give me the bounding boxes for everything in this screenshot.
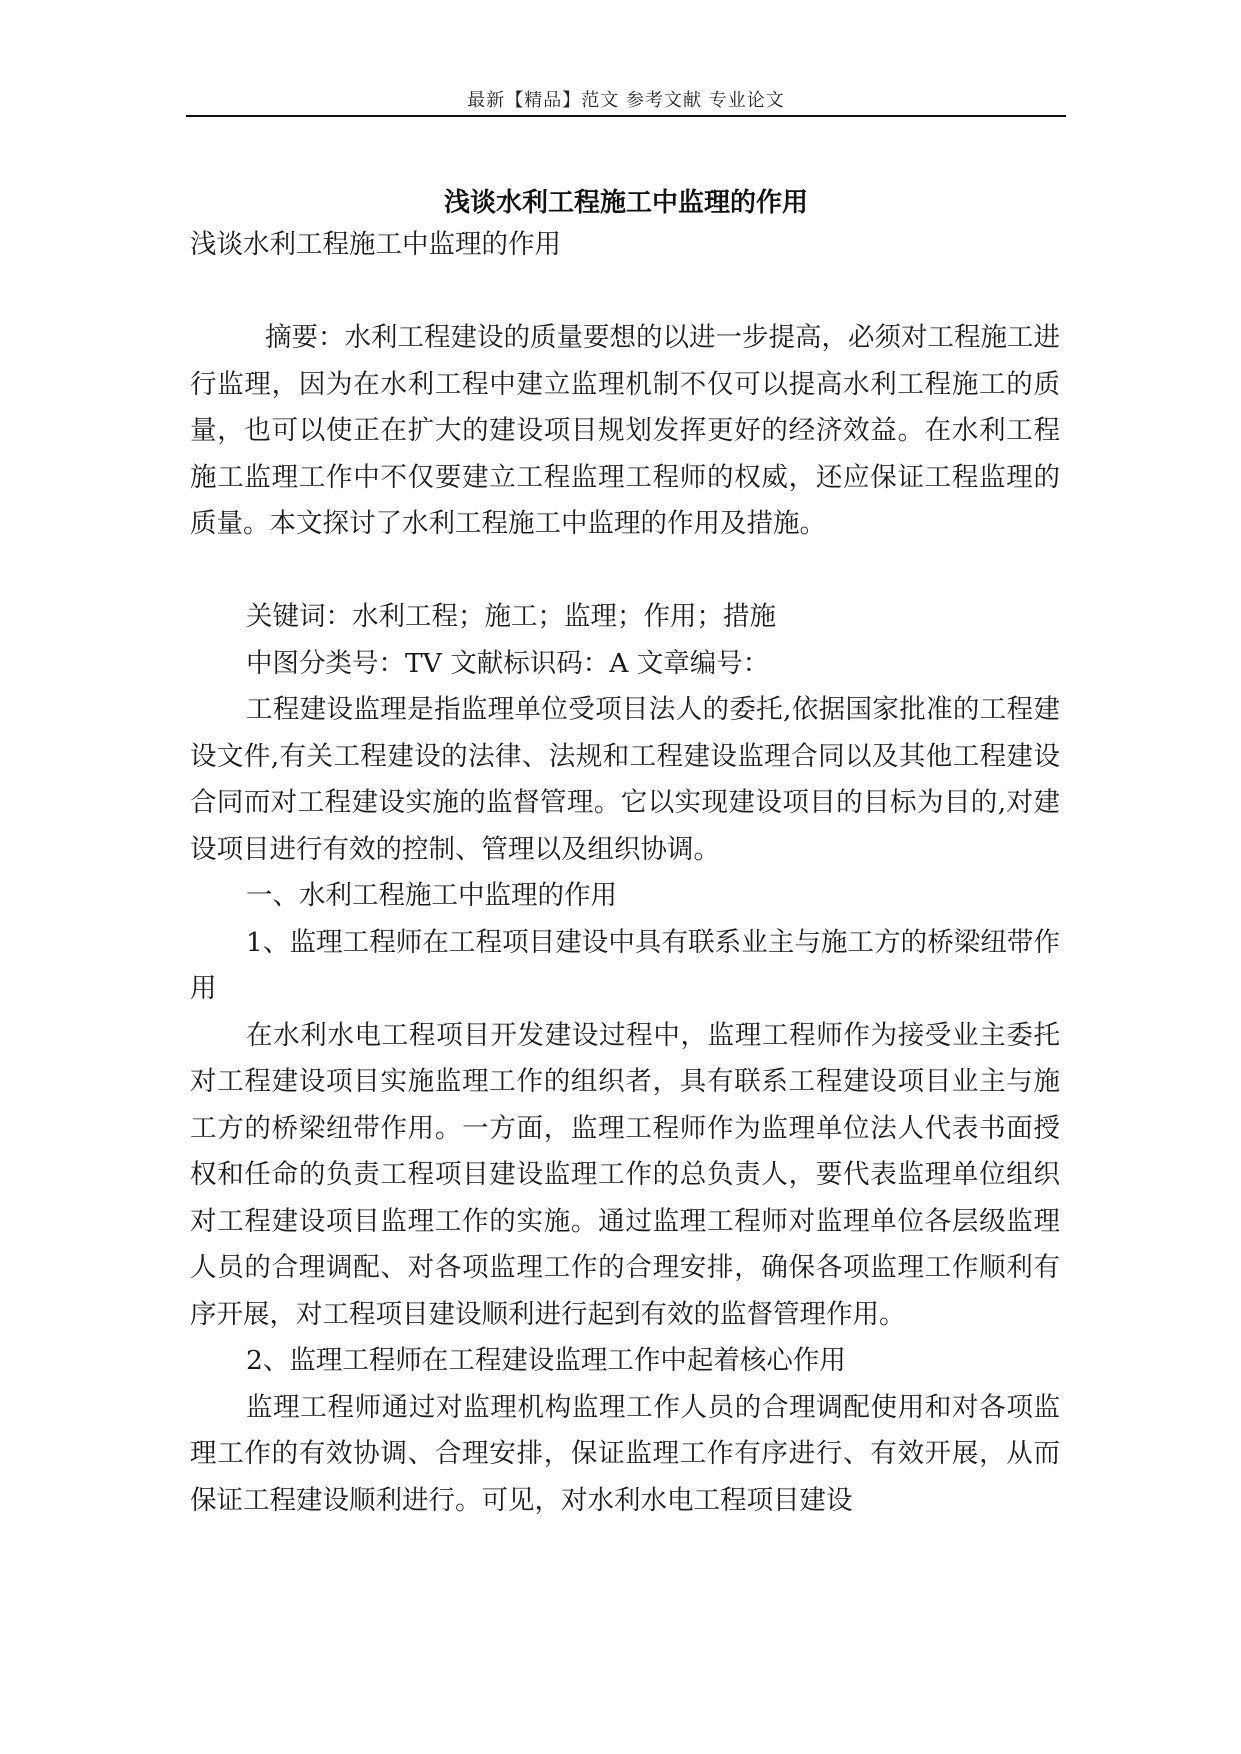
- body-paragraph: 在水利水电工程项目开发建设过程中，监理工程师作为接受业主委托对工程建设项目实施监理工作的组织者，具有联系工程建设项目业主与施工方的桥梁纽带作用。一方面，监理工程师作为监理单位法人代表书面授权和任命的负责工程项目建设监理工作的总负责人，要代表监理单位组织对工程建设项目监理工作的实施。通过监理工程师对监理单位各层级监理人员的合理调配、对各项监理工作的合理安排，确保各项监理工作顺利有序开展，对工程项目建设顺利进行起到有效的监督管理作用。: [190, 1019, 1060, 1330]
- section-heading: 一、水利工程施工中监理的作用: [246, 880, 617, 911]
- classification-line: 中图分类号：TV 文献标识码：A 文章编号：: [246, 647, 770, 679]
- keywords-line: 关键词：水利工程；施工；监理；作用；措施: [246, 601, 776, 632]
- body-paragraph: 监理工程师通过对监理机构监理工作人员的合理调配使用和对各项监理工作的有效协调、合理安排，保证监理工作有序进行、有效开展，从而保证工程建设顺利进行。可见，对水利水电工程项目建设: [190, 1391, 1060, 1516]
- document-subtitle: 浅谈水利工程施工中监理的作用: [190, 229, 561, 260]
- running-header: 最新【精品】范文 参考文献 专业论文: [467, 90, 785, 111]
- header-divider: [186, 115, 1066, 117]
- subsection-heading: 2、监理工程师在工程建设监理工作中起着核心作用: [246, 1345, 846, 1376]
- paragraph-spacer: [190, 548, 1060, 595]
- abstract-paragraph: 摘要：水利工程建设的质量要想的以进一步提高，必须对工程施工进行监理，因为在水利工程中建立监理机制不仅可以提高水利工程施工的质量，也可以使正在扩大的建设项目规划发挥更好的经济效益。在水利工程施工监理工作中不仅要建立工程监理工程师的权威，还应保证工程监理的质量。本文探讨了水利工程施工中监理的作用及措施。: [190, 322, 1060, 539]
- body-paragraph: 工程建设监理是指监理单位受项目法人的委托,依据国家批准的工程建设文件,有关工程建设的法律、法规和工程建设监理合同以及其他工程建设合同而对工程建设实施的监督管理。它以实现建设项目的目标为目的,对建设项目进行有效的控制、管理以及组织协调。: [190, 694, 1060, 865]
- document-body: [190, 222, 1060, 1524]
- document-title: 浅谈水利工程施工中监理的作用: [443, 188, 808, 219]
- subsection-heading: 1、监理工程师在工程项目建设中具有联系业主与施工方的桥梁纽带作用: [190, 926, 1060, 1004]
